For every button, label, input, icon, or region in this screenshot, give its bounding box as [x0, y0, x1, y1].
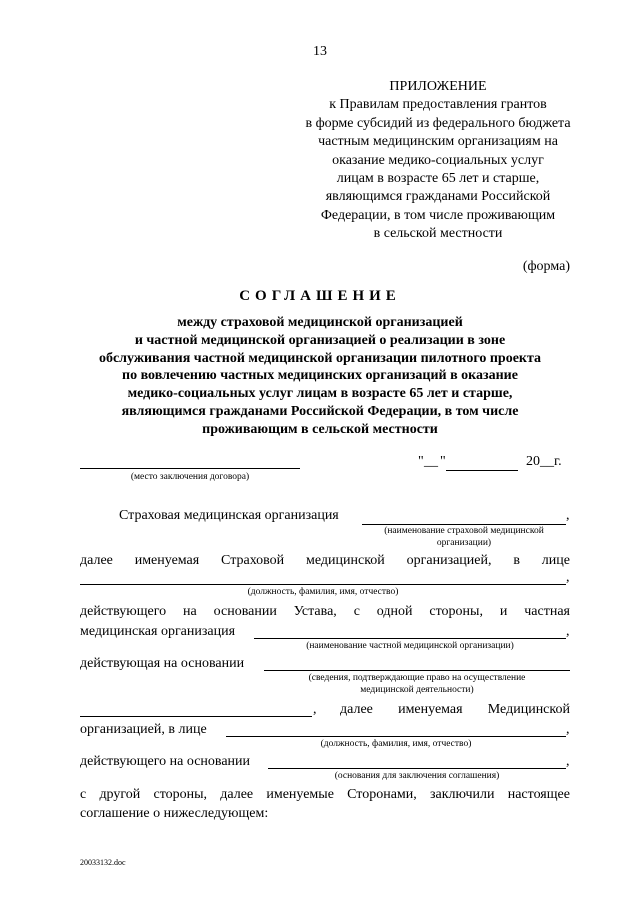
- word: с: [353, 604, 360, 619]
- insurer-caption: (наименование страховой медицинской: [384, 526, 544, 536]
- date-year-suffix: г.: [554, 454, 562, 469]
- appendix-line: частным медицинским организациям на: [318, 134, 558, 150]
- date-year-prefix: 20: [526, 454, 540, 469]
- insurer-person-field[interactable]: [80, 584, 566, 585]
- word: Устава,: [293, 604, 337, 619]
- word: стороны,: [429, 604, 483, 619]
- acting-basis2-label: действующего на основании: [80, 754, 251, 769]
- comma: ,: [566, 570, 570, 585]
- date-year-field[interactable]: __: [540, 454, 554, 469]
- medorg-person-field[interactable]: [226, 736, 566, 737]
- subtitle-line: по вовлечению частных медицинских организаций в оказание: [122, 368, 518, 384]
- form-label: (форма): [522, 259, 570, 274]
- person-caption: (должность, фамилия, имя, отчество): [320, 739, 472, 749]
- insurer-caption: организации): [436, 538, 492, 548]
- word: лице: [541, 553, 570, 568]
- hereinafter-line: [80, 553, 570, 569]
- subtitle-line: и частной медицинской организацией о реализации в зоне: [134, 332, 506, 348]
- word: основании: [213, 604, 277, 619]
- word: настоящее: [507, 787, 570, 802]
- comma: ,: [313, 702, 317, 717]
- appendix-title: ПРИЛОЖЕНИЕ: [389, 79, 487, 94]
- place-caption: (место заключения договора): [130, 472, 250, 482]
- org-person-label: организацией, в лице: [80, 722, 207, 737]
- footer-filename: 20033132.doc: [80, 858, 126, 867]
- appendix-line: Федерации, в том числе проживающим: [320, 207, 556, 223]
- appendix-line: являющимся гражданами Российской: [325, 189, 551, 205]
- word: медицинской: [306, 553, 385, 568]
- subtitle-line: являющимся гражданами Российской Федерации, в том числе: [121, 403, 519, 419]
- word: Страховой: [221, 553, 285, 568]
- subtitle-line: обслуживания частной медицинской организации пилотного проекта: [98, 350, 542, 366]
- basis-caption: (основания для заключения соглашения): [334, 771, 500, 781]
- word: и: [499, 604, 508, 619]
- document-subtitle: [70, 314, 570, 439]
- subtitle-line: медико-социальных услуг лицам в возрасте 65 лет и старше,: [127, 386, 513, 402]
- date-quote-close: ": [440, 454, 446, 469]
- date-day-field[interactable]: __: [424, 454, 438, 469]
- appendix-line: к Правилам предоставления грантов: [329, 97, 547, 113]
- appendix-block: [268, 78, 608, 244]
- insurer-label: Страховая медицинская организация: [119, 508, 339, 523]
- word: на: [183, 604, 197, 619]
- subtitle-line: проживающим в сельской местности: [202, 421, 438, 437]
- license-field[interactable]: [264, 670, 570, 671]
- comma: ,: [566, 722, 570, 737]
- appendix-line: лицам в возрасте 65 лет и старше,: [336, 171, 540, 187]
- appendix-line: в сельской местности: [373, 226, 503, 242]
- comma: ,: [566, 508, 570, 523]
- document-title: СОГЛАШЕНИЕ: [239, 288, 401, 304]
- word: именуемая: [134, 553, 200, 568]
- word: стороны,: [153, 787, 208, 802]
- comma: ,: [566, 754, 570, 769]
- word: одной: [376, 604, 413, 619]
- page-number: 13: [313, 44, 327, 59]
- word: заключили: [430, 787, 495, 802]
- word: в: [513, 553, 520, 568]
- final-line: [80, 787, 570, 803]
- license-caption: (сведения, подтверждающие право на осуществление: [308, 673, 526, 683]
- medorg-label: медицинская организация: [80, 624, 236, 639]
- word: Медицинской: [487, 702, 570, 717]
- date-month-field[interactable]: [446, 470, 518, 471]
- word: с: [80, 787, 87, 802]
- person-caption: (должность, фамилия, имя, отчество): [247, 587, 399, 597]
- place-field[interactable]: [80, 468, 300, 469]
- word: Сторонами,: [347, 787, 417, 802]
- hereinafter2-line: [340, 702, 570, 718]
- comma: ,: [566, 624, 570, 639]
- acting-basis-label: действующая на основании: [80, 656, 245, 671]
- medorg-name-field[interactable]: [254, 638, 566, 639]
- word: частная: [524, 604, 570, 619]
- subtitle-line: между страховой медицинской организацией: [177, 315, 463, 330]
- appendix-line: в форме субсидий из федерального бюджета: [305, 115, 571, 131]
- insurer-name-field[interactable]: [362, 524, 566, 525]
- date-quote-open: ": [418, 454, 424, 469]
- word: другой: [99, 787, 141, 802]
- word: организацией,: [406, 553, 492, 568]
- word: действующего: [80, 604, 167, 619]
- license-continue-field[interactable]: [80, 716, 312, 717]
- word: далее: [340, 702, 373, 717]
- medorg-caption: (наименование частной медицинской организации): [306, 641, 514, 651]
- word: именуемая: [398, 702, 463, 717]
- basis-field[interactable]: [268, 768, 566, 769]
- word: далее: [80, 553, 113, 568]
- word: именуемые: [266, 787, 334, 802]
- word: далее: [220, 787, 254, 802]
- license-caption: медицинской деятельности): [360, 685, 474, 695]
- final-line-2: соглашение о нижеследующем:: [80, 806, 269, 821]
- appendix-line: оказание медико-социальных услуг: [332, 152, 544, 168]
- acting-line: [80, 604, 570, 620]
